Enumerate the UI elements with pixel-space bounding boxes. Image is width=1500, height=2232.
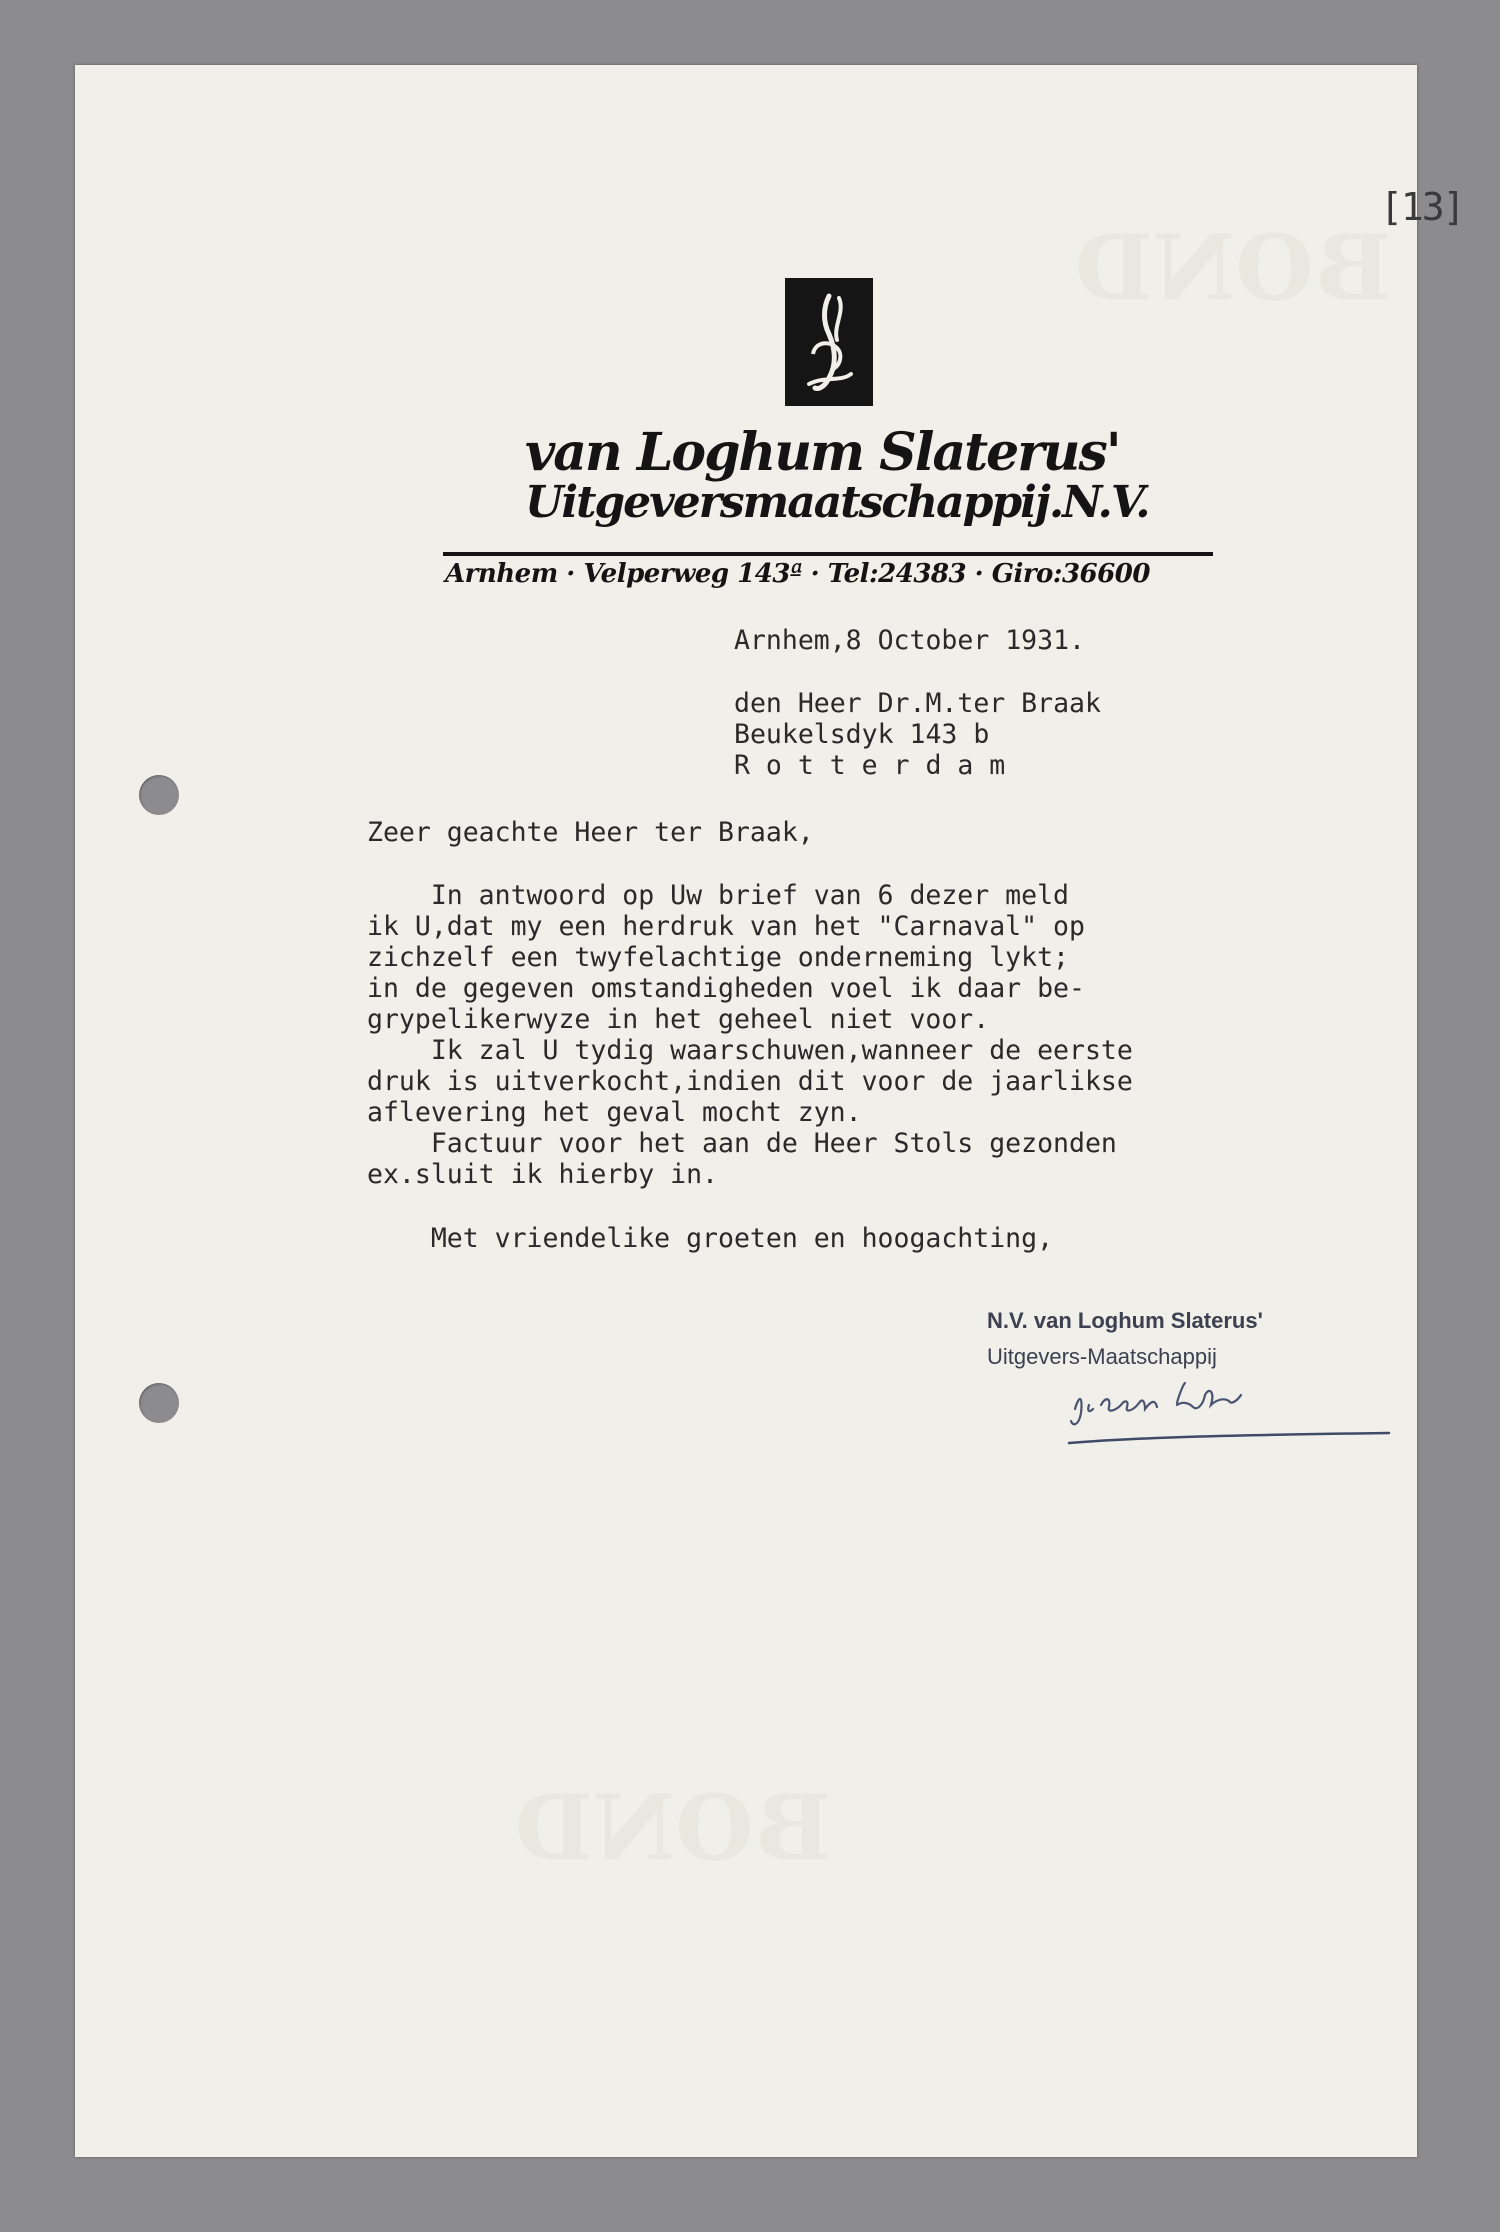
body-line: ex.sluit ik hierby in. [367,1159,718,1190]
letterhead-rule [443,552,1213,556]
salutation: Zeer geachte Heer ter Braak, [367,817,814,848]
letter-date: Arnhem,8 October 1931. [734,625,1085,656]
body-line: ik U,dat my een herdruk van het "Carnaval" op [367,911,1085,942]
closing: Met vriendelike groeten en hoogachting, [367,1223,1054,1254]
handwritten-signature [1065,1365,1395,1459]
archive-number: [13] [1380,185,1464,229]
stamp-line1: N.V. van Loghum Slaterus' [987,1308,1263,1333]
body-line: grypelikerwyze in het geheel niet voor. [367,1004,990,1035]
body-line: In antwoord op Uw brief van 6 dezer meld [367,880,1069,911]
recipient-line: Beukelsdyk 143 b [734,719,990,750]
company-name-line2: Uitgeversmaatschappij.N.V. [525,477,1149,528]
letter-page [75,65,1464,2157]
body-line: zichzelf een twyfelachtige onderneming lykt; [367,942,1069,973]
punch-hole-top [139,775,179,815]
company-name [525,422,1165,528]
punch-hole-bottom [139,1383,179,1423]
letterhead-contact: Arnhem · Velperweg 143ª · Tel:24383 · Giro:36600 [445,559,1150,589]
body-line: Factuur voor het aan de Heer Stols gezonden [367,1128,1117,1159]
body-line: aflevering het geval mocht zyn. [367,1097,862,1128]
company-name-line1: van Loghum Slaterus' [525,422,1120,483]
watermark-top: BOND [1075,215,1392,321]
body-line: Ik zal U tydig waarschuwen,wanneer de eerste [367,1035,1133,1066]
body-line: druk is uitverkocht,indien dit voor de jaarlikse [367,1066,1133,1097]
recipient-line: den Heer Dr.M.ter Braak [734,688,1101,719]
body-line: in de gegeven omstandigheden voel ik daar be- [367,973,1085,1004]
watermark-bottom: BOND [515,1775,832,1881]
recipient-line: R o t t e r d a m [734,750,1006,781]
stamp-line2: Uitgevers-Maatschappij [987,1344,1217,1369]
publisher-logo [785,278,873,406]
